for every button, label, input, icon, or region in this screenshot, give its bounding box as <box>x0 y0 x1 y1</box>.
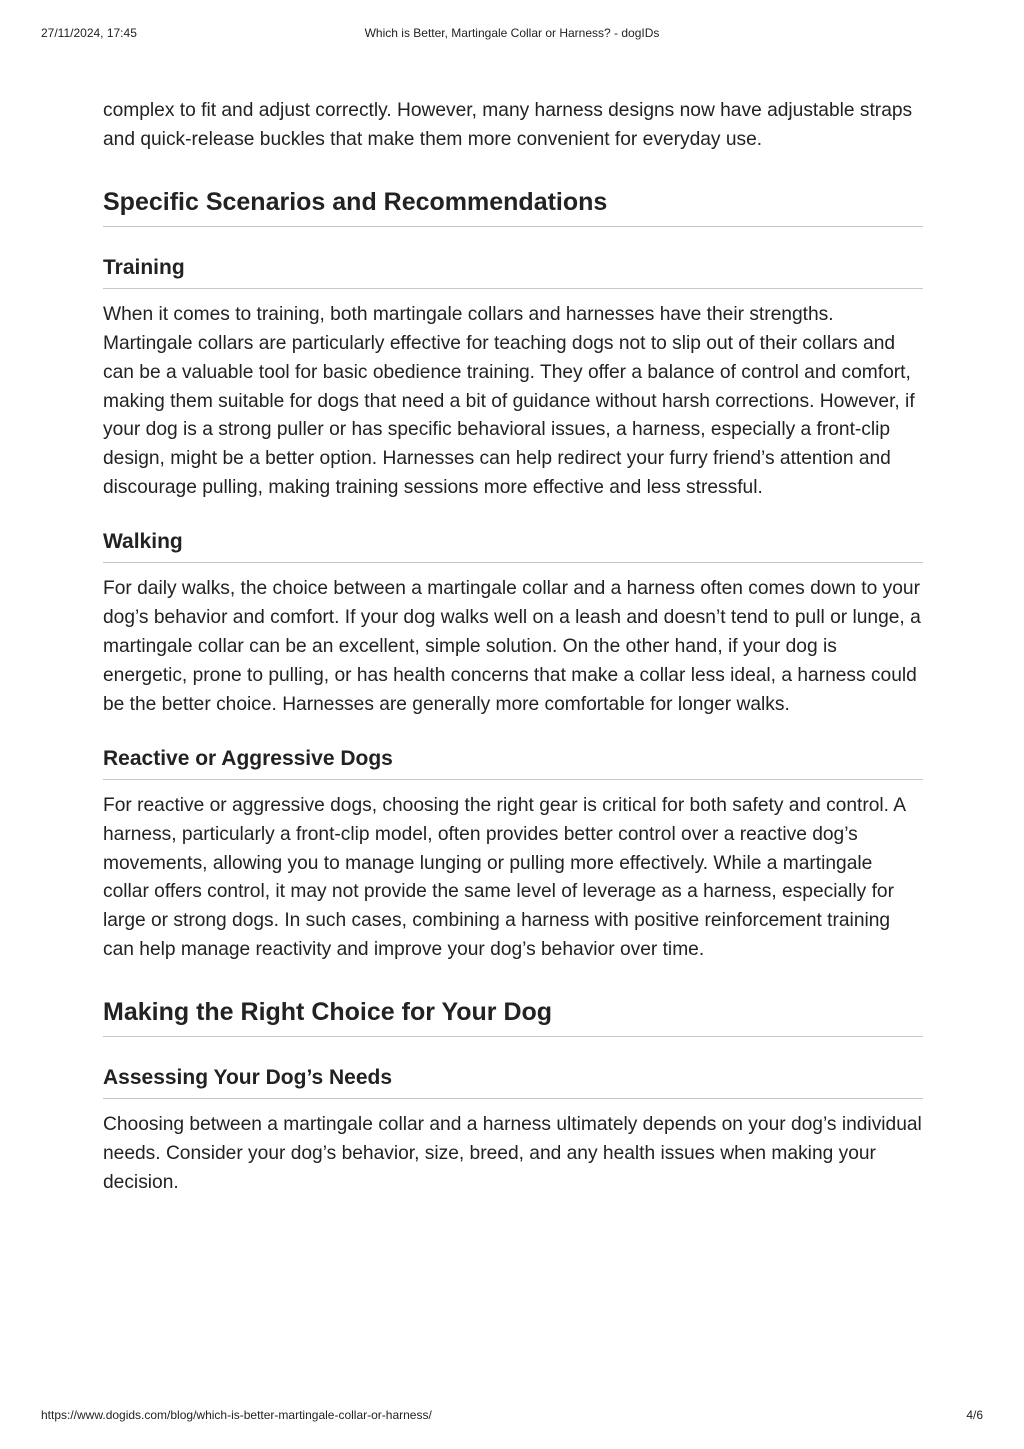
article-content <box>103 97 923 1198</box>
heading-reactive-dogs: Reactive or Aggressive Dogs <box>103 745 923 780</box>
reactive-dogs-paragraph: For reactive or aggressive dogs, choosing the right gear is critical for both safety and control. A harness, particularly a front-clip model, often provides better control over a reactive dog’s movements, allowing you to manage lunging or pulling more effectively. While a martingale collar offers control, it may not provide the same level of leverage as a harness, especially for large or strong dogs. In such cases, combining a harness with positive reinforcement training can help manage reactivity and improve your dog’s behavior over time. <box>103 794 906 961</box>
training-paragraph: When it comes to training, both martingale collars and harnesses have their strengths. Martingale collars are particularly effective for teaching dogs not to slip out of their collars and can be a valuable tool for basic obedience training. They offer a balance of control and comfort, making them suitable for dogs that need a bit of guidance without harsh corrections. However, if your dog is a strong puller or has specific behavioral issues, a harness, especially a front-clip design, might be a better option. Harnesses can help redirect your furry friend’s attention and discourage pulling, making training sessions more effective and less stressful. <box>103 303 915 499</box>
print-date: 27/11/2024, 17:45 <box>41 26 137 40</box>
print-header <box>41 26 983 42</box>
heading-walking: Walking <box>103 528 923 563</box>
assessing-needs-paragraph: Choosing between a martingale collar and a harness ultimately depends on your dog’s individual needs. Consider your dog’s behavior, size, breed, and any health issues when making your decision. <box>103 1114 922 1193</box>
heading-specific-scenarios: Specific Scenarios and Recommendations <box>103 186 923 227</box>
intro-paragraph: complex to fit and adjust correctly. However, many harness designs now have adjustable straps and quick-release buckles that make them more convenient for everyday use. <box>103 100 913 150</box>
print-url: https://www.dogids.com/blog/which-is-better-martingale-collar-or-harness/ <box>41 1408 432 1422</box>
print-page-title: Which is Better, Martingale Collar or Harness? - dogIDs <box>364 26 660 40</box>
print-page-number: 4/6 <box>966 1408 983 1422</box>
heading-assessing-needs: Assessing Your Dog’s Needs <box>103 1064 923 1099</box>
heading-training: Training <box>103 254 923 289</box>
print-footer <box>41 1408 983 1424</box>
walking-paragraph: For daily walks, the choice between a martingale collar and a harness often comes down to your dog’s behavior and comfort. If your dog walks well on a leash and doesn’t tend to pull or lunge, a martingale collar can be an excellent, simple solution. On the other hand, if your dog is energetic, prone to pulling, or has health concerns that make a collar less ideal, a harness could be the better choice. Harnesses are generally more comfortable for longer walks. <box>103 578 921 715</box>
heading-making-right-choice: Making the Right Choice for Your Dog <box>103 996 923 1037</box>
